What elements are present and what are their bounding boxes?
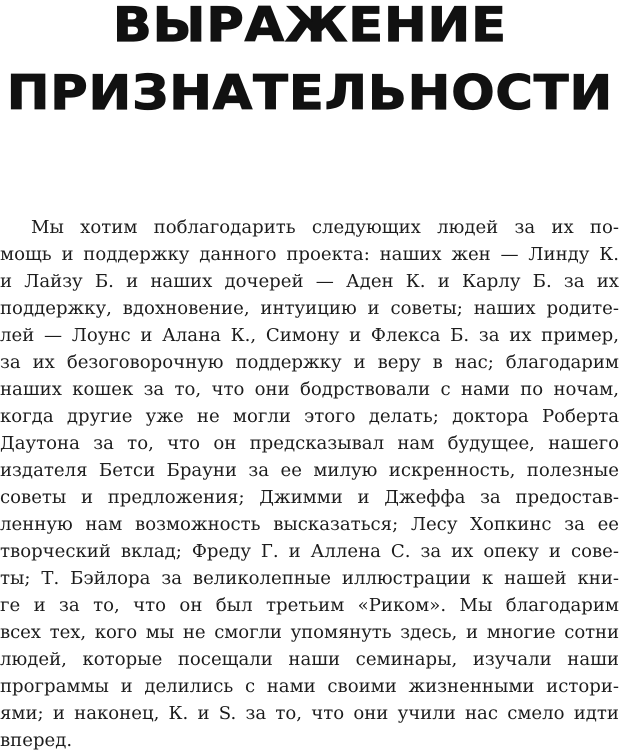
paragraph-line-14: ты; Т. Бэйлора за великолепные иллюстрации к нашей кни- xyxy=(0,568,619,589)
paragraph-line-20: вперед. xyxy=(0,730,73,751)
paragraph-line-8: когда другие уже не могли этого делать; доктора Роберта xyxy=(0,406,619,427)
page-title-line-1: ВЫРАЖЕНИЕ xyxy=(113,0,507,53)
paragraph-line-16: всех тех, кого мы не смогли упомянуть здесь, и многие сотни xyxy=(0,622,619,643)
paragraph-line-3: и Лайзу Б. и наших дочерей — Аден К. и Карлу Б. за их xyxy=(0,271,619,292)
paragraph-line-2: мощь и поддержку данного проекта: наших жен — Линду К. xyxy=(0,244,619,265)
paragraph-line-13: творческий вклад; Фреду Г. и Аллена С. за их опеку и сове- xyxy=(0,541,619,562)
paragraph-line-9: Даутона за то, что он предсказывал нам будущее, нашего xyxy=(0,433,619,454)
paragraph-line-10: издателя Бетси Брауни за ее милую искренность, полезные xyxy=(0,460,619,481)
paragraph-line-6: за их безоговорочную поддержку и веру в нас; благодарим xyxy=(0,352,619,373)
paragraph-line-4: поддержку, вдохновение, интуицию и советы; наших родите- xyxy=(0,298,619,319)
paragraph-line-17: людей, которые посещали наши семинары, изучали наши xyxy=(0,649,619,670)
paragraph-line-5: лей — Лоунс и Алана К., Симону и Флекса Б. за их пример, xyxy=(0,325,619,346)
page-title-line-2: ПРИЗНАТЕЛЬНОСТИ xyxy=(6,66,614,121)
paragraph-line-12: ленную нам возможность высказаться; Лесу Хопкинс за ее xyxy=(0,514,619,535)
acknowledgements-paragraph xyxy=(0,214,619,754)
paragraph-line-18: программы и делились с нами своими жизненными истори- xyxy=(0,676,619,697)
paragraph-line-19: ями; и наконец, К. и S. за то, что они учили нас смело идти xyxy=(0,703,619,724)
paragraph-line-1: Мы хотим поблагодарить следующих людей за их по- xyxy=(31,217,619,238)
paragraph-line-11: советы и предложения; Джимми и Джеффа за предостав- xyxy=(0,487,619,508)
paragraph-line-15: ге и за то, что он был третьим «Риком». Мы благодарим xyxy=(0,595,619,616)
paragraph-line-7: наших кошек за то, что они бодрствовали с нами по ночам, xyxy=(0,379,619,400)
